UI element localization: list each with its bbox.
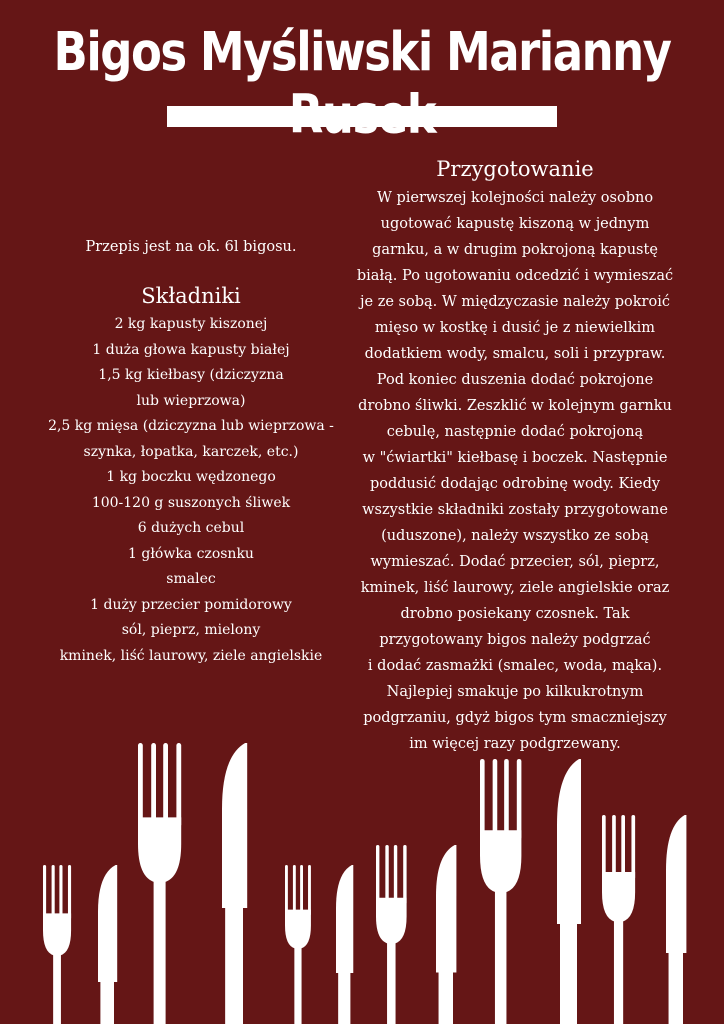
knife-icon	[222, 743, 247, 1024]
ingredient-item: szynka, łopatka, karczek, etc.)	[83, 443, 299, 460]
title-underline-bar	[167, 106, 557, 127]
ingredients-heading: Składniki	[141, 284, 241, 308]
preparation-line: drobno śliwki. Zeszklić w kolejnym garnku	[358, 398, 672, 414]
preparation-line: je ze sobą. W międzyczasie należy pokroić	[360, 294, 670, 310]
ingredient-item: 1 duża głowa kapusty białej	[92, 341, 290, 358]
recipe-title: Bigos Myśliwski Marianny	[53, 20, 671, 83]
ingredient-item: kminek, liść laurowy, ziele angielskie	[59, 647, 323, 664]
preparation-line: kminek, liść laurowy, ziele angielskie oraz	[360, 580, 670, 596]
fork-icon	[285, 865, 311, 1024]
preparation-line: drobno posiekany czosnek. Tak	[400, 606, 630, 622]
ingredient-item: 2 kg kapusty kiszonej	[114, 316, 268, 332]
preparation-line: przygotowany bigos należy podgrzać	[379, 632, 651, 648]
preparation-line: W pierwszej kolejności należy osobno	[376, 190, 654, 206]
fork-icon	[376, 845, 407, 1024]
fork-icon	[602, 815, 635, 1024]
preparation-line: mięso w kostkę i dusić je z niewielkim	[374, 320, 656, 336]
preparation-line: (uduszone), należy wszystko ze sobą	[381, 528, 649, 544]
ingredient-item: 2,5 kg mięsa (dziczyzna lub wieprzowa -	[48, 418, 334, 434]
ingredient-item: sól, pieprz, mielony	[121, 622, 261, 638]
preparation-line: Pod koniec duszenia dodać pokrojone	[376, 372, 654, 388]
knife-icon	[336, 865, 353, 1024]
ingredient-item: lub wieprzowa)	[136, 392, 246, 409]
knife-icon	[436, 845, 456, 1024]
preparation-line: wymieszać. Dodać przecier, sól, pieprz,	[370, 554, 660, 570]
knife-icon	[98, 865, 117, 1024]
ingredient-item: 1 główka czosnku	[128, 545, 254, 562]
ingredients-list	[30, 312, 352, 669]
preparation-line: w "ćwiartki" kiełbasę i boczek. Następnie	[362, 450, 668, 466]
knife-icon	[557, 759, 581, 1024]
preparation-heading: Przygotowanie	[436, 157, 594, 181]
preparation-line: cebulę, następnie dodać pokrojoną	[386, 424, 644, 440]
preparation-line: ugotować kapustę kiszoną w jednym	[380, 216, 650, 232]
preparation-line: Najlepiej smakuje po kilkukrotnym	[386, 684, 644, 700]
ingredient-item: 1,5 kg kiełbasy (dziczyzna	[98, 367, 284, 383]
preparation-line: im więcej razy podgrzewany.	[409, 736, 621, 752]
preparation-line: garnku, a w drugim pokrojoną kapustę	[372, 242, 658, 258]
fork-icon	[138, 743, 181, 1024]
preparation-line: i dodać zasmażki (smalec, woda, mąka).	[367, 658, 663, 674]
ingredient-item: 1 duży przecier pomidorowy	[90, 596, 292, 613]
fork-icon	[480, 759, 521, 1024]
preparation-text	[350, 185, 680, 757]
yield-note: Przepis jest na ok. 6l bigosu.	[85, 239, 297, 255]
preparation-line: dodatkiem wody, smalcu, soli i przypraw.	[364, 346, 666, 362]
preparation-line: wszystkie składniki zostały przygotowane	[362, 502, 668, 518]
ingredient-item: 1 kg boczku wędzonego	[106, 469, 276, 485]
knife-icon	[666, 815, 686, 1024]
ingredient-item: 6 dużych cebul	[137, 520, 245, 536]
preparation-line: białą. Po ugotowaniu odcedzić i wymieszać	[356, 268, 674, 284]
preparation-line: poddusić dodając odrobinę wody. Kiedy	[369, 476, 661, 492]
left-column	[30, 234, 352, 669]
ingredient-item: 100-120 g suszonych śliwek	[91, 494, 291, 511]
preparation-line: podgrzaniu, gdyż bigos tym smaczniejszy	[363, 710, 667, 726]
ingredient-item: smalec	[166, 571, 216, 587]
cutlery-illustration	[0, 735, 724, 1024]
fork-icon	[43, 865, 71, 1024]
right-column	[350, 153, 680, 757]
